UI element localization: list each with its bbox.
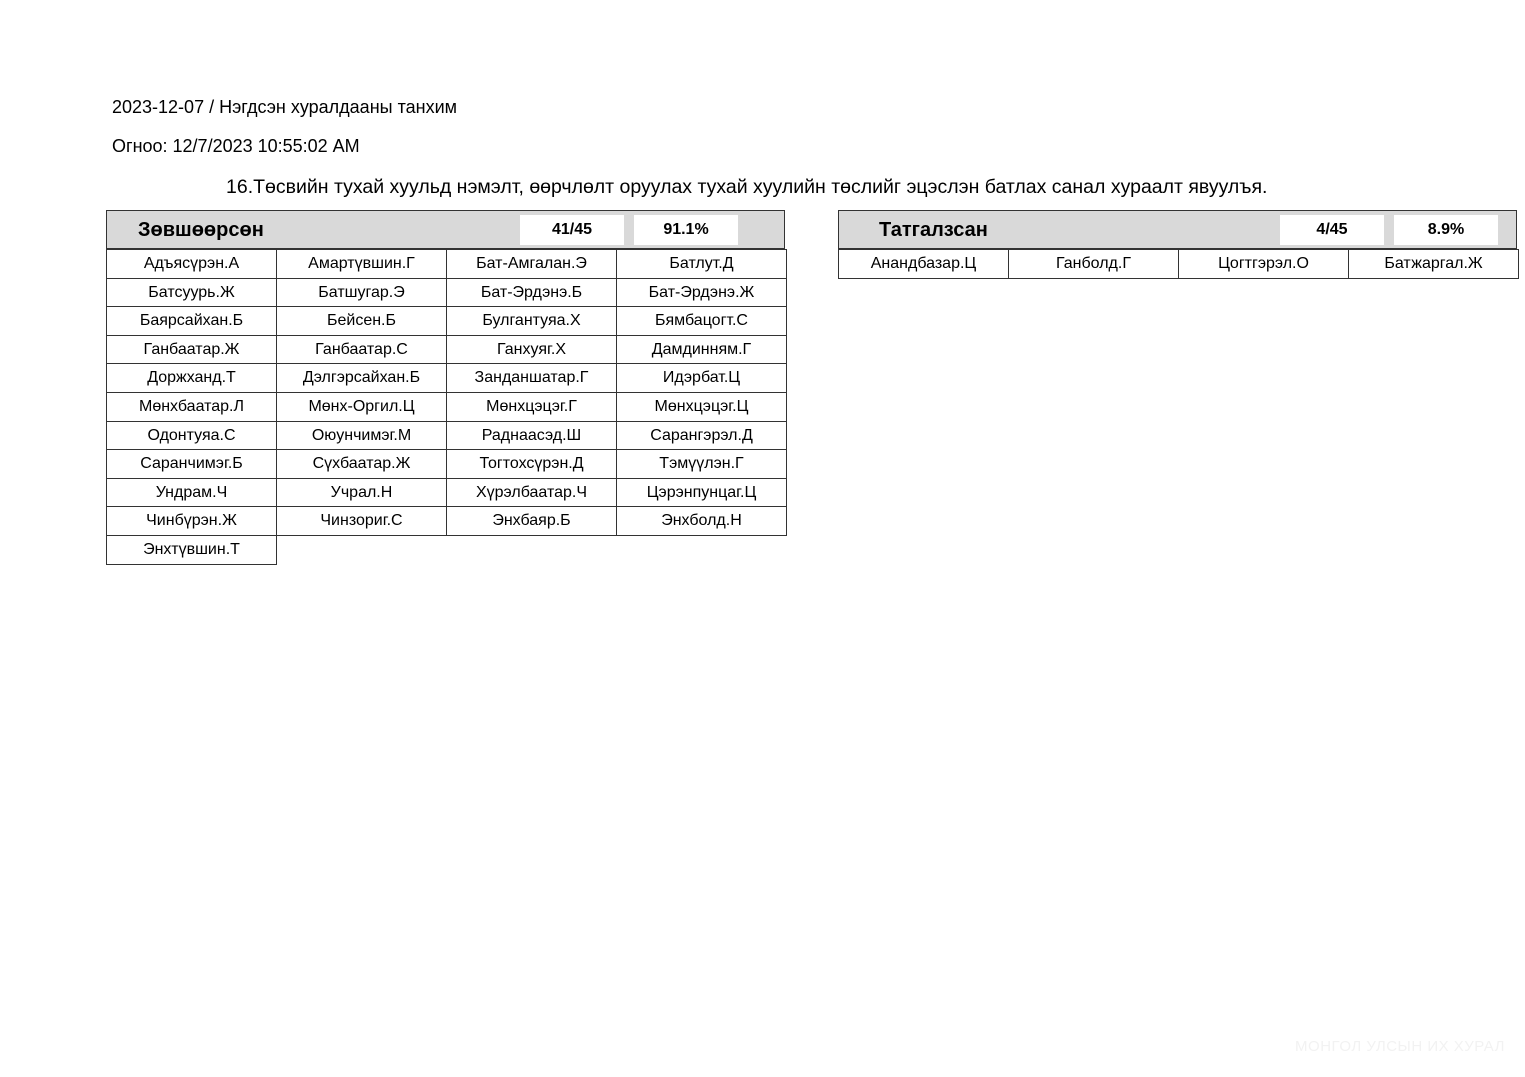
approved-name-cell: Энхтүвшин.Т — [106, 535, 277, 565]
approved-name-cell: Бат-Эрдэнэ.Б — [446, 278, 617, 308]
approved-name-cell: Доржханд.Т — [106, 363, 277, 393]
approved-block — [106, 210, 785, 565]
rejected-names-grid — [838, 249, 1517, 279]
approved-name-cell: Тогтохсүрэн.Д — [446, 449, 617, 479]
approved-name-cell: Одонтуяа.С — [106, 421, 277, 451]
rejected-count: 4/45 — [1280, 215, 1384, 245]
approved-name-cell: Учрал.Н — [276, 478, 447, 508]
approved-name-cell: Тэмүүлэн.Г — [616, 449, 787, 479]
approved-name-cell: Бат-Эрдэнэ.Ж — [616, 278, 787, 308]
approved-name-cell: Энхболд.Н — [616, 506, 787, 536]
watermark: МОНГОЛ УЛСЫН ИХ ХУРАЛ — [1295, 1038, 1505, 1055]
rejected-header — [838, 210, 1517, 249]
approved-name-cell: Мөнхцэцэг.Г — [446, 392, 617, 422]
approved-name-cell: Сарангэрэл.Д — [616, 421, 787, 451]
approved-name-cell: Батлут.Д — [616, 249, 787, 279]
approved-percent: 91.1% — [634, 215, 738, 245]
rejected-name-cell: Цогтгэрэл.О — [1178, 249, 1349, 279]
approved-name-cell: Бейсен.Б — [276, 306, 447, 336]
approved-name-cell: Дамдинням.Г — [616, 335, 787, 365]
approved-name-cell: Раднаасэд.Ш — [446, 421, 617, 451]
session-info: 2023-12-07 / Нэгдсэн хуралдааны танхим — [112, 97, 457, 117]
approved-name-cell: Булгантуяа.Х — [446, 306, 617, 336]
approved-name-cell: Энхбаяр.Б — [446, 506, 617, 536]
approved-name-cell: Идэрбат.Ц — [616, 363, 787, 393]
approved-name-cell: Бямбацогт.С — [616, 306, 787, 336]
approved-name-cell: Сүхбаатар.Ж — [276, 449, 447, 479]
approved-name-cell: Батсуурь.Ж — [106, 278, 277, 308]
motion-title: 16.Төсвийн тухай хуульд нэмэлт, өөрчлөлт оруулах тухай хуулийн төслийг эцэслэн батлах санал хураалт явуулъя. — [226, 176, 1268, 198]
approved-count: 41/45 — [520, 215, 624, 245]
approved-name-cell: Ганхуяг.Х — [446, 335, 617, 365]
approved-name-cell: Мөнхбаатар.Л — [106, 392, 277, 422]
rejected-block — [838, 210, 1517, 279]
approved-name-cell: Ганбаатар.С — [276, 335, 447, 365]
approved-name-cell: Ундрам.Ч — [106, 478, 277, 508]
approved-title: Зөвшөөрсөн — [138, 219, 264, 241]
approved-name-cell: Хүрэлбаатар.Ч — [446, 478, 617, 508]
approved-name-cell: Занданшатар.Г — [446, 363, 617, 393]
rejected-title: Татгалзсан — [879, 219, 988, 241]
approved-name-cell: Адъясүрэн.А — [106, 249, 277, 279]
approved-name-cell: Мөнх-Оргил.Ц — [276, 392, 447, 422]
rejected-name-cell: Батжаргал.Ж — [1348, 249, 1519, 279]
approved-name-cell: Батшугар.Э — [276, 278, 447, 308]
approved-name-cell: Чинзориг.С — [276, 506, 447, 536]
approved-name-cell: Амартүвшин.Г — [276, 249, 447, 279]
approved-names-grid — [106, 249, 785, 565]
approved-name-cell: Саранчимэг.Б — [106, 449, 277, 479]
approved-name-cell: Мөнхцэцэг.Ц — [616, 392, 787, 422]
approved-name-cell: Ганбаатар.Ж — [106, 335, 277, 365]
approved-header — [106, 210, 785, 249]
approved-name-cell: Оюунчимэг.М — [276, 421, 447, 451]
approved-name-cell: Цэрэнпунцаг.Ц — [616, 478, 787, 508]
approved-name-cell: Чинбүрэн.Ж — [106, 506, 277, 536]
date-info: Огноо: 12/7/2023 10:55:02 AM — [112, 136, 360, 156]
rejected-percent: 8.9% — [1394, 215, 1498, 245]
approved-name-cell: Бат-Амгалан.Э — [446, 249, 617, 279]
approved-name-cell: Дэлгэрсайхан.Б — [276, 363, 447, 393]
rejected-name-cell: Анандбазар.Ц — [838, 249, 1009, 279]
rejected-name-cell: Ганболд.Г — [1008, 249, 1179, 279]
approved-name-cell: Баярсайхан.Б — [106, 306, 277, 336]
